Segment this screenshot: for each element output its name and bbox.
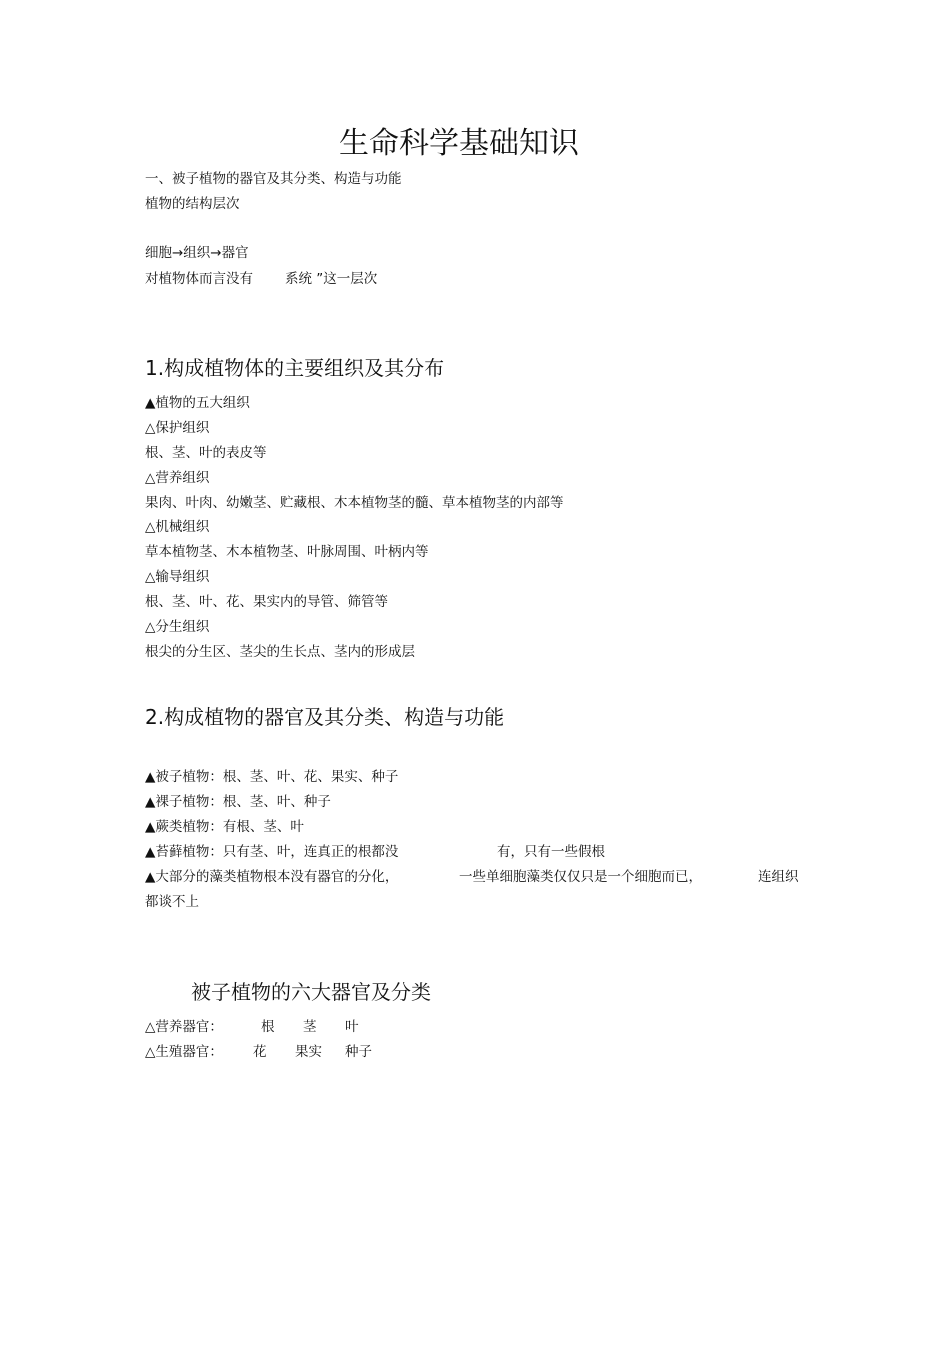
organ-item: 茎: [303, 1019, 317, 1035]
organ-item: 果实: [295, 1044, 322, 1060]
note-prefix: 对植物体而言没有: [145, 271, 253, 287]
list-item: ▲植物的五大组织: [145, 395, 250, 411]
list-item: 根尖的分生区、茎尖的生长点、茎内的形成层: [145, 643, 415, 660]
organ-item: 叶: [345, 1019, 359, 1035]
list-item: ▲裸子植物：根、茎、叶、种子: [145, 794, 331, 810]
moss-line-start: ▲苔藓植物：只有茎、叶，连真正的根都没: [145, 844, 399, 860]
organ-item: 花: [253, 1044, 267, 1060]
organ-row-label: △营养器官：: [145, 1019, 223, 1035]
list-item: 果肉、叶肉、幼嫩茎、贮藏根、木本植物茎的髓、草本植物茎的内部等: [145, 494, 564, 511]
page-title: 生命科学基础知识: [339, 126, 579, 161]
section1-list: [145, 394, 564, 668]
list-item: △机械组织: [145, 519, 210, 536]
algae-line-middle: 一些单细胞藻类仅仅只是一个细胞而已，: [459, 869, 702, 885]
section2-list: [145, 768, 398, 843]
algae-line-continued: 都谈不上: [145, 894, 199, 910]
list-item: 根、茎、叶、花、果实内的导管、筛管等: [145, 594, 388, 611]
organ-row-reproductive: [145, 1043, 445, 1061]
organ-item: 根: [261, 1019, 275, 1035]
list-item: ▲蕨类植物：有根、茎、叶: [145, 819, 304, 835]
intro-heading: 一、被子植物的器官及其分类、构造与功能: [145, 171, 402, 187]
list-item: △分生组织: [145, 619, 210, 636]
organ-row-vegetative: [145, 1018, 445, 1036]
section2-heading: 2.构成植物的器官及其分类、构造与功能: [145, 705, 505, 729]
structure-label: 植物的结构层次: [145, 196, 240, 212]
list-item: ▲被子植物：根、茎、叶、花、果实、种子: [145, 769, 399, 785]
list-item: 根、茎、叶的表皮等: [145, 444, 267, 461]
structure-chain: 细胞→组织→器官: [145, 245, 249, 261]
section1-heading: 1.构成植物体的主要组织及其分布: [145, 356, 445, 380]
moss-line-end: 有，只有一些假根: [497, 844, 605, 860]
organ-item: 种子: [345, 1044, 372, 1060]
algae-line-end: 连组织: [758, 869, 799, 885]
organ-row-label: △生殖器官：: [145, 1044, 223, 1060]
list-item: △保护组织: [145, 419, 210, 436]
list-item: △输导组织: [145, 569, 210, 586]
algae-line-start: ▲大部分的藻类植物根本没有器官的分化，: [145, 869, 399, 885]
list-item: △营养组织: [145, 469, 210, 486]
list-item: 草本植物茎、木本植物茎、叶脉周围、叶柄内等: [145, 544, 429, 561]
note-suffix: 系统 ”这一层次: [285, 271, 378, 287]
section3-heading: 被子植物的六大器官及分类: [191, 980, 431, 1004]
